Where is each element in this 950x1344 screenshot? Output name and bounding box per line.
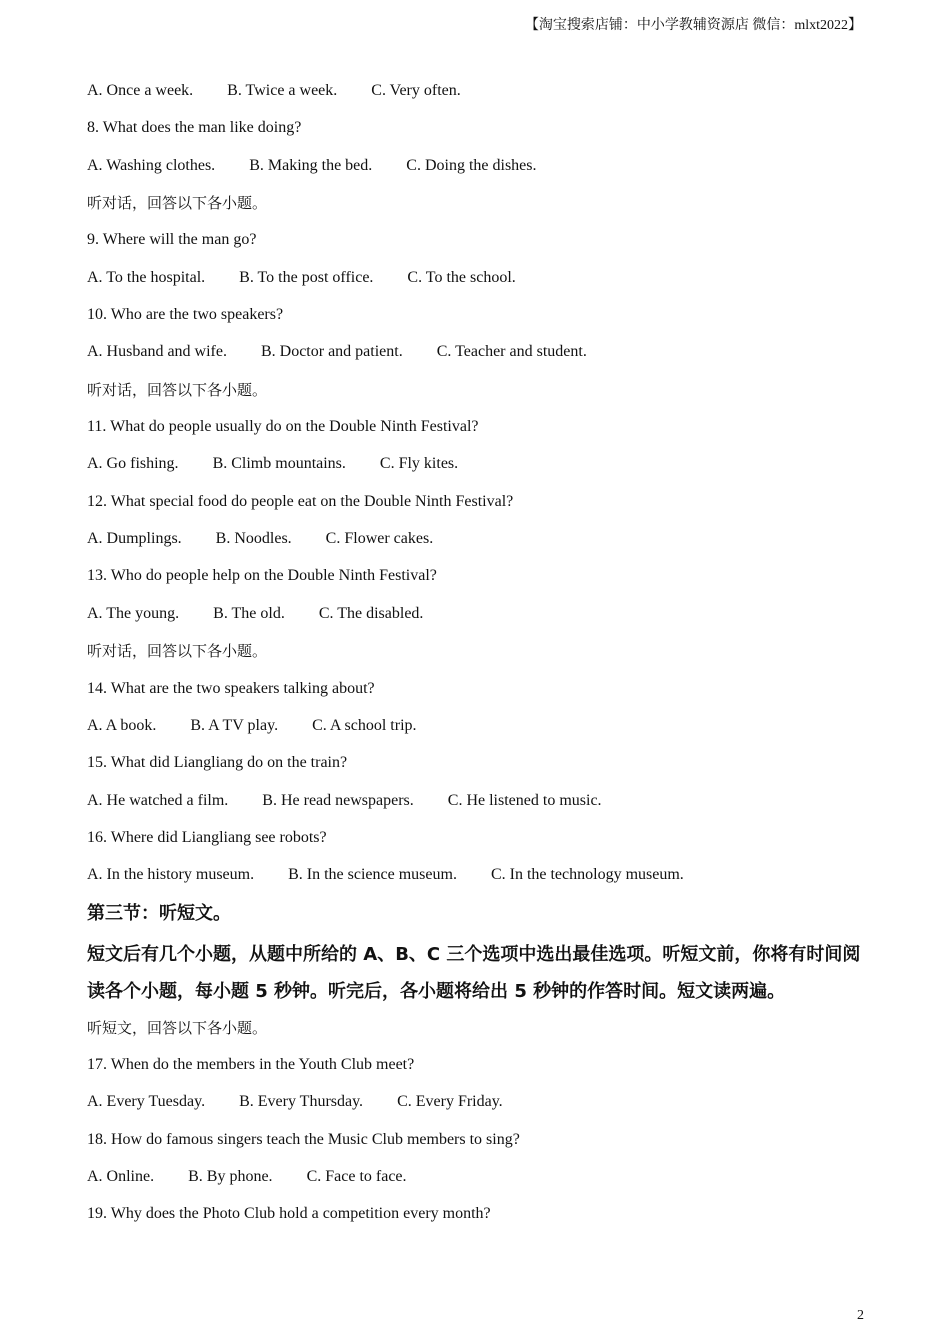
answer-option: C. Flower cakes. bbox=[325, 530, 434, 548]
instruction-text: 听对话，回答以下各小题。 bbox=[87, 380, 268, 399]
answer-option: C. Every Friday. bbox=[397, 1093, 503, 1111]
answer-option: B. A TV play. bbox=[190, 716, 279, 734]
answer-option: B. In the science museum. bbox=[288, 866, 457, 884]
answer-option: C. He listened to music. bbox=[447, 791, 602, 809]
answer-options bbox=[87, 154, 877, 178]
question-text: 14. What are the two speakers talking about? bbox=[87, 679, 375, 697]
question-text: 11. What do people usually do on the Double Ninth Festival? bbox=[87, 418, 479, 436]
question-text: 8. What does the man like doing? bbox=[87, 119, 302, 137]
question-text: 18. How do famous singers teach the Music Club members to sing? bbox=[87, 1130, 520, 1148]
question-text: 17. When do the members in the Youth Club meet? bbox=[87, 1055, 415, 1073]
question-text: 19. Why does the Photo Club hold a competition every month? bbox=[87, 1205, 491, 1223]
answer-option: A. Husband and wife. bbox=[87, 343, 227, 361]
answer-options bbox=[87, 863, 877, 887]
answer-options bbox=[87, 266, 877, 290]
answer-option: B. By phone. bbox=[188, 1167, 273, 1185]
answer-option: A. Dumplings. bbox=[87, 530, 182, 548]
question-text: 16. Where did Liangliang see robots? bbox=[87, 828, 327, 846]
answer-options bbox=[87, 340, 877, 364]
answer-option: B. Every Thursday. bbox=[239, 1093, 364, 1111]
answer-options bbox=[87, 79, 877, 103]
answer-option: A. A book. bbox=[87, 716, 157, 734]
answer-option: A. Washing clothes. bbox=[87, 156, 216, 174]
answer-options bbox=[87, 452, 877, 476]
answer-option: B. He read newspapers. bbox=[262, 791, 414, 809]
answer-option: C. In the technology museum. bbox=[490, 866, 684, 884]
answer-option: A. Once a week. bbox=[87, 82, 194, 99]
instruction-text: 听对话，回答以下各小题。 bbox=[87, 642, 268, 661]
answer-option: A. Every Tuesday. bbox=[87, 1093, 206, 1111]
answer-option: A. Go fishing. bbox=[87, 455, 179, 473]
answer-option: B. Noodles. bbox=[215, 530, 292, 548]
answer-option: A. To the hospital. bbox=[87, 268, 206, 286]
answer-option: C. Teacher and student. bbox=[436, 343, 587, 361]
answer-option: C. A school trip. bbox=[312, 716, 417, 734]
question-text: 9. Where will the man go? bbox=[87, 231, 257, 249]
question-text: 10. Who are the two speakers? bbox=[87, 306, 284, 324]
answer-option: C. The disabled. bbox=[318, 604, 424, 622]
answer-options bbox=[87, 1090, 877, 1114]
page-header: 【淘宝搜索店铺：中小学教辅资源店 微信：mlxt2022】 bbox=[524, 18, 862, 33]
question-text: 15. What did Liangliang do on the train? bbox=[87, 754, 348, 772]
answer-options bbox=[87, 714, 877, 738]
answer-option: B. To the post office. bbox=[239, 268, 374, 286]
answer-option: B. The old. bbox=[213, 604, 285, 622]
answer-option: A. In the history museum. bbox=[87, 866, 255, 884]
answer-option: C. Very often. bbox=[371, 82, 461, 99]
exam-content bbox=[87, 79, 877, 1240]
question-text: 12. What special food do people eat on the Double Ninth Festival? bbox=[87, 492, 514, 510]
answer-option: A. Online. bbox=[87, 1167, 155, 1185]
answer-options bbox=[87, 1165, 877, 1189]
answer-option: B. Climb mountains. bbox=[212, 455, 346, 473]
answer-option: A. He watched a film. bbox=[87, 791, 229, 809]
answer-option: A. The young. bbox=[87, 604, 180, 622]
answer-options bbox=[87, 527, 877, 551]
answer-options bbox=[87, 789, 877, 813]
answer-options bbox=[87, 602, 877, 626]
answer-option: B. Making the bed. bbox=[249, 156, 373, 174]
answer-option: C. Fly kites. bbox=[379, 455, 459, 473]
instruction-text: 听短文，回答以下各小题。 bbox=[87, 1018, 268, 1037]
answer-option: B. Twice a week. bbox=[227, 82, 338, 99]
instruction-text: 听对话，回答以下各小题。 bbox=[87, 194, 268, 213]
section-instructions: 短文后有几个小题，从题中所给的 A、B、C 三个选项中选出最佳选项。听短文前，你将有时间阅读各个小题，每小题 5 秒钟。听完后，各小题将给出 5 秒钟的作答时间。短文读两遍。 bbox=[87, 943, 861, 1002]
answer-option: C. To the school. bbox=[407, 268, 516, 286]
answer-option: C. Doing the dishes. bbox=[406, 156, 537, 174]
answer-option: C. Face to face. bbox=[306, 1167, 407, 1185]
section-title: 第三节：听短文。 bbox=[87, 902, 231, 924]
answer-option: B. Doctor and patient. bbox=[260, 343, 403, 361]
page-number: 2 bbox=[857, 1308, 864, 1323]
question-text: 13. Who do people help on the Double Ninth Festival? bbox=[87, 567, 437, 585]
